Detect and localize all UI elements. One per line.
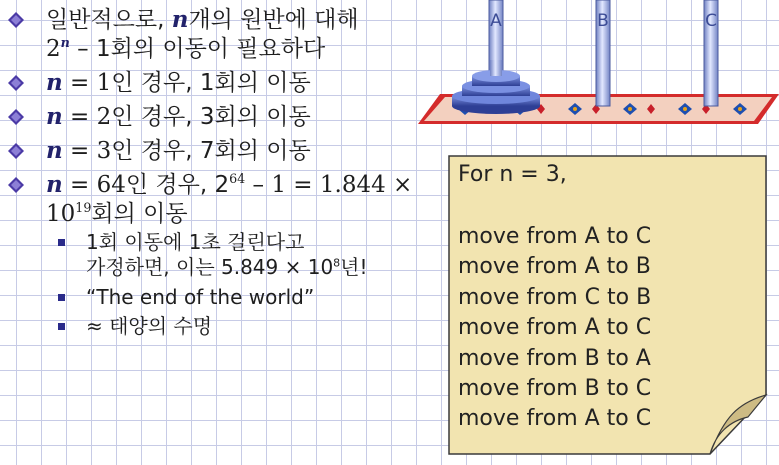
formula: = 2 <box>62 104 112 130</box>
peg-B <box>596 0 610 106</box>
sub-bullet-text: 가정하면, 이는 5.849 × 10 <box>86 255 334 279</box>
sub-bullet-text: 년! <box>340 255 368 279</box>
move-line: move from A to C <box>458 224 652 249</box>
variable-n: n <box>46 137 63 164</box>
bullet-text: 일반적으로, <box>46 7 172 33</box>
bullet-text: 인 경우, 1회의 이동 <box>111 70 311 96</box>
sub-bullet-text: “The end of the world” <box>86 285 315 309</box>
square-bullet-icon <box>58 323 65 330</box>
formula: = 1 <box>62 70 112 96</box>
peg-C <box>704 0 718 106</box>
square-bullet-icon <box>58 239 65 246</box>
moves-note <box>448 155 768 455</box>
variable-n: n <box>46 103 63 130</box>
move-line: move from A to C <box>458 315 652 340</box>
formula: = 64 <box>62 172 126 198</box>
bullet-text: 인 경우, 2 <box>125 172 230 198</box>
bullet-text: 회의 이동 <box>91 201 188 227</box>
sub-bullet-text: 1회 이동에 1초 걸린다고 <box>86 230 305 254</box>
diamond-bullet-icon <box>8 12 24 28</box>
formula: = 3 <box>62 138 112 164</box>
tower-of-hanoi-illustration <box>418 0 779 130</box>
formula-base: 2 <box>46 36 61 62</box>
formula-exponent: 19 <box>75 200 92 216</box>
diamond-bullet-icon <box>8 143 24 159</box>
diamond-bullet-icon <box>8 75 24 91</box>
bullet-text: 인 경우, 7회의 이동 <box>111 138 311 164</box>
move-line: move from C to B <box>458 285 652 310</box>
bullet-text: 인 경우, 3회의 이동 <box>111 104 311 130</box>
bullet-text: 개의 원반에 대해 <box>188 7 359 33</box>
variable-n: n <box>46 69 63 96</box>
bullet-text: – 1회의 이동이 필요하다 <box>69 36 326 62</box>
formula-exponent: n <box>60 35 70 51</box>
variable-n: n <box>171 6 189 33</box>
move-line: move from B to A <box>458 346 651 371</box>
square-bullet-icon <box>58 294 65 301</box>
formula-base: 10 <box>46 201 76 227</box>
move-line: move from A to B <box>458 254 651 279</box>
disk-stack <box>452 60 540 114</box>
peg-label-A: A <box>490 11 502 31</box>
note-title: For n = 3, <box>458 162 567 187</box>
formula: – 1 = 1.844 × <box>245 172 413 198</box>
peg-label-B: B <box>597 11 609 31</box>
move-line: move from B to C <box>458 376 652 401</box>
diamond-bullet-icon <box>8 109 24 125</box>
variable-n: n <box>46 171 63 198</box>
sub-bullet-text: ≈ 태양의 수명 <box>86 314 213 338</box>
formula-exponent: 64 <box>229 171 246 187</box>
diamond-bullet-icon <box>8 177 24 193</box>
peg-label-C: C <box>705 11 717 31</box>
formula-exponent: 8 <box>333 256 341 270</box>
move-line: move from A to C <box>458 406 652 431</box>
